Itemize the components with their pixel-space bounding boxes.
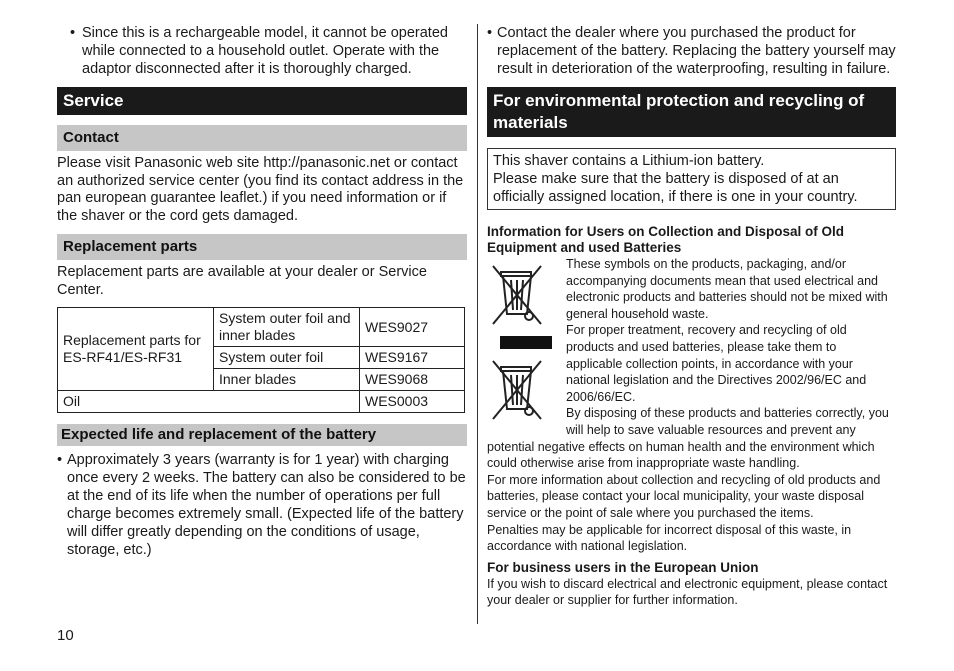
intro-bullet: • Since this is a rechargeable model, it cannot be operated while connected to a household outlet. Operate with the adaptor disconnected after it is thoroughly charged.	[70, 25, 448, 77]
parts-table	[57, 307, 465, 413]
weee-paragraph-1: These symbols on the products, packaging, and/or accompanying documents mean that used electrical and electronic products and batteries should not be mixed with general household waste.	[566, 257, 888, 321]
part-code: WES9068	[360, 369, 465, 391]
column-divider	[477, 24, 478, 624]
part-name: System outer foil and inner blades	[214, 308, 360, 347]
oil-code: WES0003	[360, 391, 465, 413]
part-code: WES9027	[360, 308, 465, 347]
parts-group-label: Replacement parts for ES-RF41/ES-RF31	[58, 308, 214, 391]
part-name: System outer foil	[214, 347, 360, 369]
battery-life-heading: Expected life and replacement of the battery	[57, 424, 467, 446]
battery-life-text: Approximately 3 years (warranty is for 1 year) with charging once every 2 weeks. The battery can also be considered to be at the end of its life when the number of operations per full charge becomes extremely small. (Expected life of the battery will differ greatly depending on the conditions of usage, storage, etc.)	[67, 452, 466, 558]
environment-heading: For environmental protection and recycling of materials	[487, 87, 896, 137]
left-column	[57, 0, 467, 559]
weee-title: Information for Users on Collection and Disposal of Old Equipment and used Batteries	[487, 224, 845, 255]
weee-paragraph-3: By disposing of these products and batteries correctly, you will help to save valuable resources and prevent any potential negative effects on human health and the environment which could otherwise arise from inappropriate waste handling.	[487, 406, 889, 471]
replacement-parts-text: Replacement parts are available at your dealer or Service Center.	[57, 264, 427, 298]
weee-paragraph-4: For more information about collection and recycling of old products and batteries, please contact your local municipality, your waste disposal service or the point of sale where you purchased the items.	[487, 472, 881, 520]
weee-paragraph-2: For proper treatment, recovery and recycling of old products and used batteries, please take them to applicable collection points, in accordance with your national legislation and the Directives 2002/96/EC and 2006/66/EC.	[566, 323, 867, 404]
notice-line-2: Please make sure that the battery is disposed of at an officially assigned location, if there is one in your country.	[493, 171, 858, 205]
black-bar-marker	[500, 336, 552, 349]
notice-line-1: This shaver contains a Lithium-ion battery.	[493, 153, 765, 169]
weee-paragraph-5: Penalties may be applicable for incorrect disposal of this waste, in accordance with national legislation.	[487, 522, 852, 554]
right-column	[487, 0, 896, 609]
part-name: Inner blades	[214, 369, 360, 391]
lithium-battery-notice	[487, 148, 896, 210]
part-code: WES9167	[360, 347, 465, 369]
contact-text: Please visit Panasonic web site http://panasonic.net or contact an authorized service center (you find its contact address in the pan european guarantee leaflet.) if you need information or if the shaver or the cord gets damaged.	[57, 155, 464, 224]
dealer-bullet: • Contact the dealer where you purchased the product for replacement of the battery. Replacing the battery yourself may result in deterioration of the waterproofing, resulting in failure.	[487, 25, 896, 77]
weee-symbols	[487, 262, 557, 423]
intro-bullet-text: Since this is a rechargeable model, it cannot be operated while connected to a household outlet. Operate with the adaptor disconnected after it is thoroughly charged.	[82, 25, 448, 77]
table-row	[58, 308, 465, 347]
business-users-text: If you wish to discard electrical and electronic equipment, please contact your dealer or supplier for further information.	[487, 576, 888, 608]
dealer-bullet-text: Contact the dealer where you purchased the product for replacement of the battery. Replacing the battery yourself may result in deterioration of the waterproofing, resulting in failure.	[497, 25, 896, 77]
contact-heading: Contact	[57, 125, 467, 151]
page-number: 10	[57, 627, 74, 644]
crossed-bin-icon	[487, 357, 547, 423]
service-heading: Service	[57, 87, 467, 115]
business-users-title: For business users in the European Union	[487, 559, 759, 575]
weee-body	[487, 256, 896, 555]
table-row	[58, 391, 465, 413]
replacement-parts-heading: Replacement parts	[57, 234, 467, 260]
oil-label: Oil	[58, 391, 360, 413]
battery-life-bullet: • Approximately 3 years (warranty is for 1 year) with charging once every 2 weeks. The battery can also be considered to be at the end of its life when the number of operations per full charge becomes extremely small. (Expected life of the battery will differ greatly depending on the conditions of usage, storage, etc.)	[57, 452, 466, 558]
crossed-bin-icon	[487, 262, 547, 328]
